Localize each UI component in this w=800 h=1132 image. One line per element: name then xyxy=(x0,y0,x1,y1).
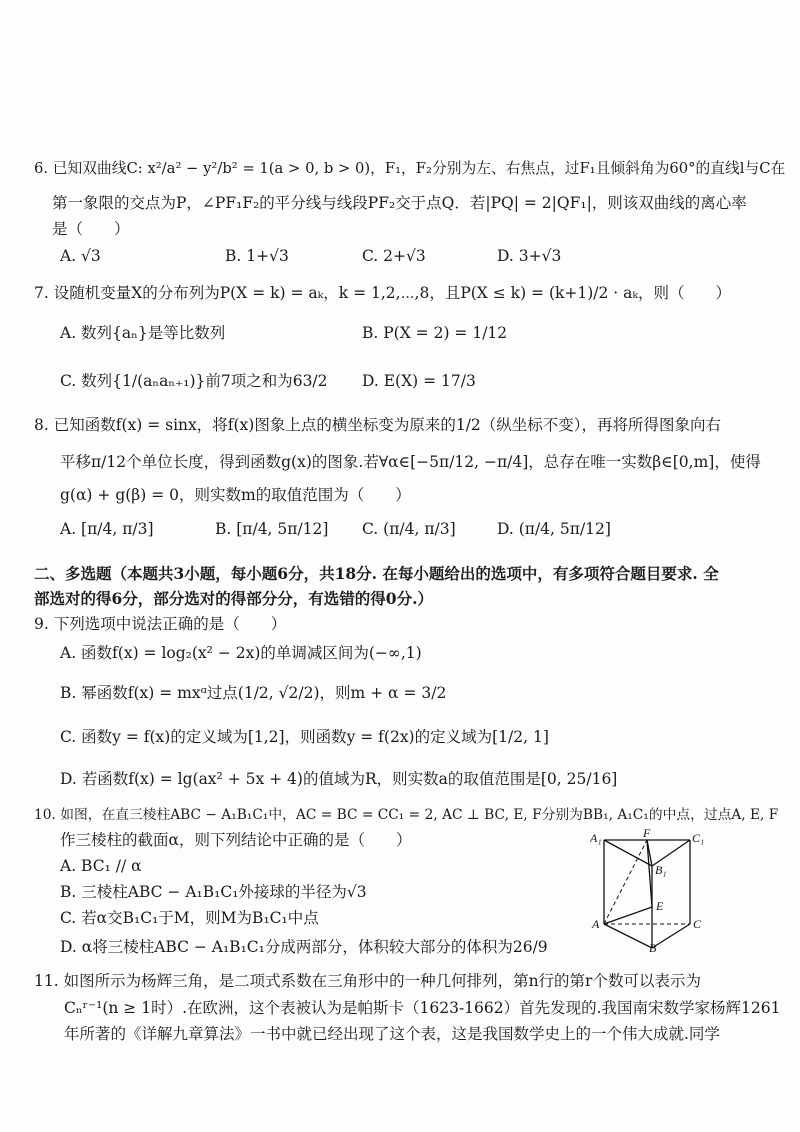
section-2-heading-line2: 部选对的得6分，部分选对的得部分分，有选错的得0分.） xyxy=(34,589,433,608)
q6-option-c: C. 2+√3 xyxy=(362,247,426,265)
q6-line3: 是（ ） xyxy=(52,220,130,238)
prism-figure xyxy=(590,828,710,953)
q10-option-c: C. 若α交B₁C₁于M，则M为B₁C₁中点 xyxy=(60,909,319,927)
q7-option-b: B. P(X = 2) = 1/12 xyxy=(362,324,508,342)
q9-line1: 9. 下列选项中说法正确的是（ ） xyxy=(34,615,287,633)
q7-option-c: C. 数列{1/(aₙaₙ₊₁)}前7项之和为63/2 xyxy=(60,372,328,390)
q6-option-b: B. 1+√3 xyxy=(225,247,289,265)
q9-option-c: C. 函数y = f(x)的定义域为[1,2]，则函数y = f(2x)的定义域为[1/2, 1] xyxy=(60,728,549,746)
q6-line2: 第一象限的交点为P，∠PF₁F₂的平分线与线段PF₂交于点Q．若|PQ| = 2|QF₁|，则该双曲线的离心率 xyxy=(52,194,747,212)
label-e: E xyxy=(656,899,664,913)
label-a1: A₁ xyxy=(590,831,602,845)
label-f: F xyxy=(643,828,651,840)
q7-option-d: D. E(X) = 17/3 xyxy=(362,372,476,390)
label-b: B xyxy=(649,941,657,953)
q9-option-a: A. 函数f(x) = log₂(x² − 2x)的单调减区间为(−∞,1) xyxy=(60,644,422,662)
prism-diagram xyxy=(590,828,710,953)
q6-option-a: A. √3 xyxy=(60,247,101,265)
label-c: C xyxy=(693,917,702,931)
q10-option-d: D. α将三棱柱ABC − A₁B₁C₁分成两部分，体积较大部分的体积为26/9 xyxy=(60,938,548,956)
label-a: A xyxy=(592,917,600,931)
q8-line2: 平移π/12个单位长度，得到函数g(x)的图象.若∀α∈[−5π/12, −π/4]，总存在唯一实数β∈[0,m]，使得 xyxy=(60,453,761,471)
q9-option-d: D. 若函数f(x) = lg(ax² + 5x + 4)的值域为R，则实数a的取值范围是[0, 25/16] xyxy=(60,770,618,788)
label-c1: C₁ xyxy=(692,831,705,845)
q9-option-b: B. 幂函数f(x) = mxᵅ过点(1/2, √2/2)，则m + α = 3/2 xyxy=(60,684,447,702)
q8-line3: g(α) + g(β) = 0，则实数m的取值范围为（ ） xyxy=(60,486,411,504)
q8-option-b: B. [π/4, 5π/12] xyxy=(215,520,329,538)
q11-line3: 年所著的《详解九章算法》一书中就已经出现了这个表，这是我国数学史上的一个伟大成就.同学 xyxy=(64,1025,720,1043)
q6-line1: 6. 已知双曲线C: x²/a² − y²/b² = 1(a > 0, b > 0)，F₁，F₂分别为左、右焦点，过F₁且倾斜角为60°的直线l与C在 xyxy=(34,160,786,177)
q8-line1: 8. 已知函数f(x) = sinx，将f(x)图象上点的横坐标变为原来的1/2（纵坐标不变），再将所得图象向右 xyxy=(34,416,722,434)
section-2-heading-line1: 二、多选题（本题共3小题，每小题6分，共18分. 在每小题给出的选项中，有多项符合题目要求. 全 xyxy=(34,564,719,583)
q7-line1: 7. 设随机变量X的分布列为P(X = k) = aₖ，k = 1,2,⋯,8，且P(X ≤ k) = (k+1)/2 · aₖ，则（ ） xyxy=(34,284,732,302)
q8-option-d: D. (π/4, 5π/12] xyxy=(497,520,611,538)
q10-option-b: B. 三棱柱ABC − A₁B₁C₁外接球的半径为√3 xyxy=(60,883,367,901)
q10-line1: 10. 如图，在直三棱柱ABC − A₁B₁C₁中，AC = BC = CC₁ = 2, AC ⊥ BC, E, F分别为BB₁, A₁C₁的中点，过点A, E, F xyxy=(34,807,779,823)
q8-option-c: C. (π/4, π/3] xyxy=(362,520,456,538)
q11-line2: Cₙʳ⁻¹(n ≥ 1时）.在欧洲，这个表被认为是帕斯卡（1623-1662）首先发现的.我国南宋数学家杨辉1261 xyxy=(64,999,781,1017)
q10-line2: 作三棱柱的截面α，则下列结论中正确的是（ ） xyxy=(60,831,412,849)
label-b1: B₁ xyxy=(655,863,667,877)
q10-option-a: A. BC₁ // α xyxy=(60,857,142,875)
q6-option-d: D. 3+√3 xyxy=(497,247,562,265)
q8-option-a: A. [π/4, π/3] xyxy=(60,520,154,538)
q11-line1: 11. 如图所示为杨辉三角，是二项式系数在三角形中的一种几何排列，第n行的第r个数可以表示为 xyxy=(34,972,701,990)
q7-option-a: A. 数列{aₙ}是等比数列 xyxy=(60,324,226,342)
